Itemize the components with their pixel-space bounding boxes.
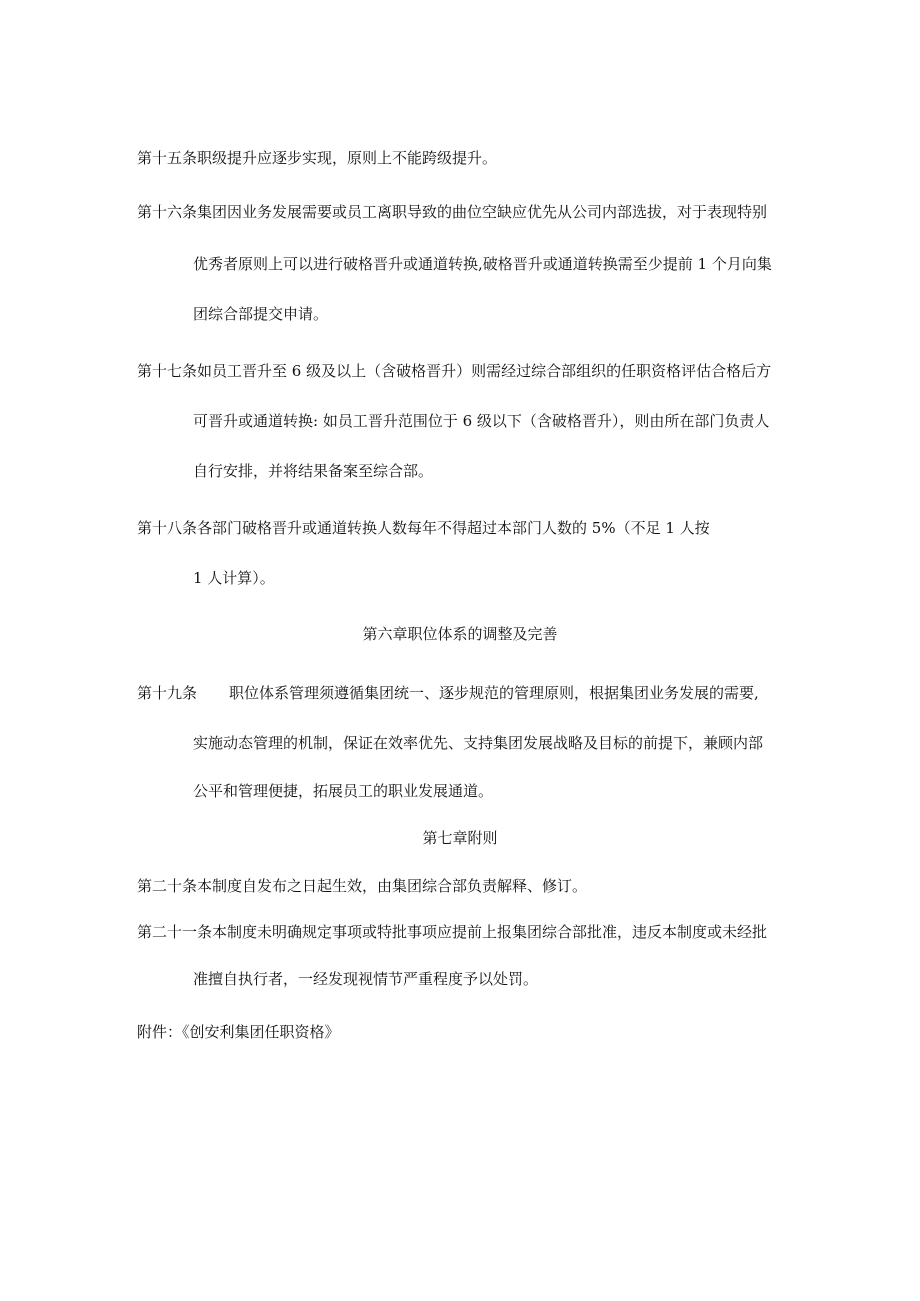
article-17-line-2: 可晋升或通道转换: 如员工晋升范围位于 6 级以下（含破格晋升），则由所在部门负责人	[193, 412, 770, 430]
attachment-line: 附件：《创安利集团任职资格》	[137, 1023, 340, 1041]
article-18-line-2: 1 人计算）。	[193, 569, 275, 587]
chapter-7-title: 第七章附则	[422, 829, 498, 847]
article-21-line-2: 准擅自执行者，一经发现视情节严重程度予以处罚。	[193, 970, 539, 988]
article-16-line-3: 团综合部提交申请。	[193, 305, 329, 323]
article-19-number: 第十九条	[137, 684, 198, 702]
article-20-line-1: 第二十条本制度自发布之日起生效，由集团综合部负责解释、修订。	[137, 877, 588, 895]
article-17-line-1: 第十七条如员工晋升至 6 级及以上（含破格晋升）则需经过综合部组织的任职资格评估合格后方	[137, 362, 772, 380]
article-15-line-1: 第十五条职级提升应逐步实现，原则上不能跨级提升。	[137, 149, 498, 167]
article-19-line-2: 实施动态管理的机制，保证在效率优先、支持集团发展战略及目标的前提下，兼顾内部	[193, 734, 764, 752]
article-19-line-3: 公平和管理便捷，拓展员工的职业发展通道。	[193, 782, 494, 800]
article-18-line-1: 第十八条各部门破格晋升或通道转换人数每年不得超过本部门人数的 5%（不足 1 人按	[137, 519, 710, 537]
article-16-line-1: 第十六条集团因业务发展需要或员工离职导致的曲位空缺应优先从公司内部选拔，对于表现特别	[137, 203, 768, 221]
chapter-6-title: 第六章职位体系的调整及完善	[362, 625, 558, 643]
article-21-line-1: 第二十一条本制度未明确规定事项或特批事项应提前上报集团综合部批准，违反本制度或未经批	[137, 923, 768, 941]
article-19-line-1: 职位体系管理须遵循集团统一、逐步规范的管理原则，根据集团业务发展的需要,	[229, 684, 759, 702]
article-16-line-2: 优秀者原则上可以进行破格晋升或通道转换,破格晋升或通道转换需至少提前 1 个月向集	[193, 255, 772, 273]
article-17-line-3: 自行安排，并将结果备案至综合部。	[193, 462, 434, 480]
